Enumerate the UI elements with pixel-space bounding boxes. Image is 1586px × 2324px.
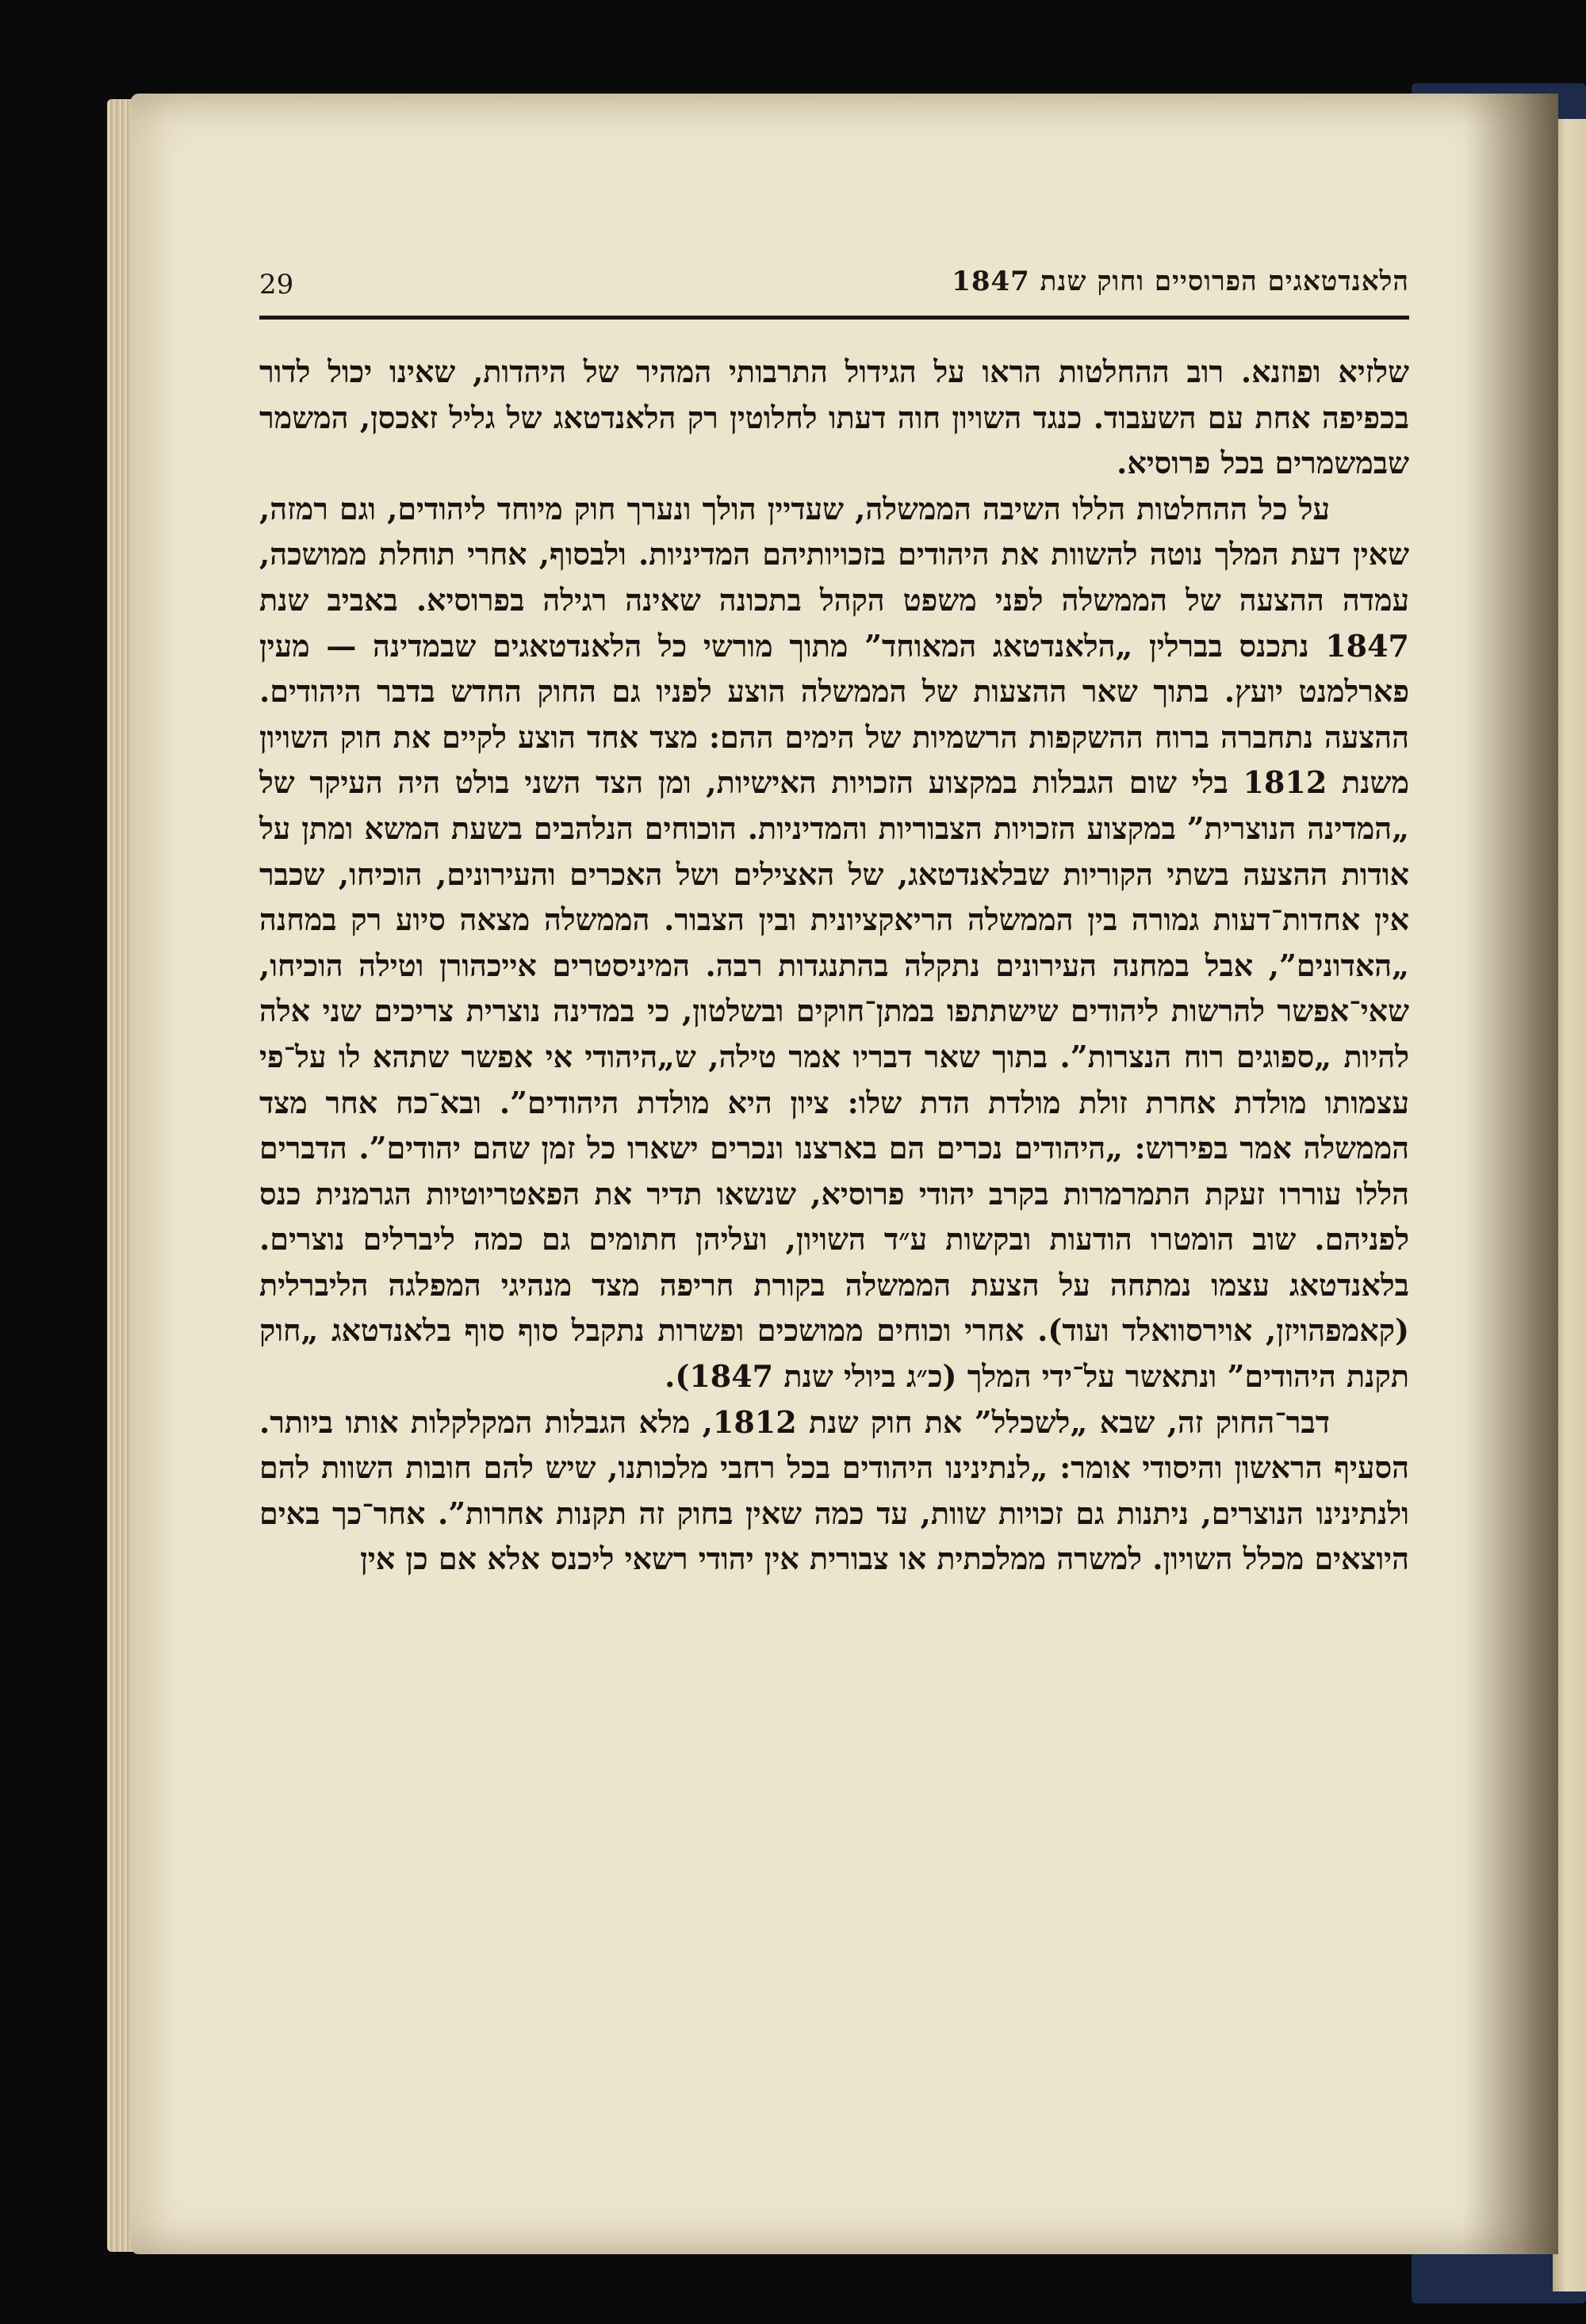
gutter-shadow [1463,94,1558,2254]
paragraph: דבר־החוק זה, שבא „לשכלל” את חוק שנת 1812, מלא הגבלות המקלקלות אותו ביותר. הסעיף הראשון והיסודי אומר: „לנתינינו היהודים בכל רחבי מלכותנו, שיש להם חובות השוות להם ולנתינינו הנוצרים, ניתנות גם זכויות שוות, עד כמה שאין בחוק זה תקנות אחרות”. אחר־כך באים היוצאים מכלל השויון. למשרה ממלכתית או צבורית אין יהודי רשאי ליכנס אלא אם כן אין [259,1403,1409,1577]
header-rule [259,316,1409,320]
body-text [259,349,1409,1582]
page-number: 29 [259,269,294,301]
page-header [259,266,1409,313]
running-title: הלאנדטאגים הפרוסיים וחוק שנת 1847 [952,266,1409,297]
paragraph: על כל ההחלטות הללו השיבה הממשלה, שעדיין הולך ונערך חוק מיוחד ליהודים, וגם רמזה, שאין דעת המלך נוטה להשוות את היהודים בזכויותיהם המדיניות. ולבסוף, אחרי תוחלת ממושכה, עמדה ההצעה של הממשלה לפני משפט הקהל בתכונה שאינה רגילה בפרוסיא. באביב שנת 1847 נתכנס בברלין „הלאנדטאג המאוחד” מתוך מורשי כל הלאנדטאגים שבמדינה — מעין פארלמנט יועץ. בתוך שאר ההצעות של הממשלה הוצע לפניו גם החוק החדש בדבר היהודים. ההצעה נתחברה ברוח ההשקפות הרשמיות של הימים ההם: מצד אחד הוצע לקיים את חוק השויון משנת 1812 בלי שום הגבלות במקצוע הזכויות האישיות, ומן הצד השני בולט היה העיקר של „המדינה הנוצרית” במקצוע הזכויות הצבוריות והמדיניות. הוכוחים הנלהבים בשעת המשא ומתן על אודות ההצעה בשתי הקוריות שבלאנדטאג, של האצילים ושל האכרים והעירונים, הוכיחו, שכבר אין אחדות־דעות גמורה בין הממשלה הריאקציונית ובין הצבור. הממשלה מצאה סיוע רק במחנה „האדונים”, אבל במחנה העירונים נתקלה בהתנגדות רבה. המיניסטרים אייכהורן וטילה הוכיחו, שאי־אפשר להרשות ליהודים שישתתפו במתן־חוקים ובשלטון, כי במדינה נוצרית צריכים שני אלה להיות „ספוגים רוח הנצרות”. בתוך שאר דבריו אמר טילה, ש„היהודי אי אפשר שתהא לו על־פי עצמותו מולדת אחרת זולת מולדת הדת שלו: ציון היא מולדת היהודים”. ובא־כח אחר מצד הממשלה אמר בפירוש: „היהודים נכרים הם בארצנו ונכרים ישארו כל זמן שהם יהודים”. הדברים הללו עוררו זעקת התמרמרות בקרב יהודי פרוסיא, שנשאו תדיר את הפאטריוטיות הגרמנית כנס לפניהם. שוב הומטרו הודעות ובקשות ע״ד השויון, ועליהן חתומים גם כמה ליברלים נוצרים. בלאנדטאג עצמו נמתחה על הצעת הממשלה בקורת חריפה מצד מנהיגי המפלגה הליברלית (קאמפהויזן, אוירסוואלד ועוד). אחרי וכוחים ממושכים ופשרות נתקבל סוף סוף בלאנדטאג „חוק תקנת היהודים” ונתאשר על־ידי המלך (כ״ג ביולי שנת 1847). [259,490,1410,1395]
paragraph: שלזיא ופוזנא. רוב ההחלטות הראו על הגידול התרבותי המהיר של היהדות, שאינו יכול לדור בכפיפה אחת עם השעבוד. כנגד השויון חוה דעתו לחלוטין רק הלאנדטאג של גליל זאכסן, המשמר שבמשמרים בכל פרוסיא. [259,354,1409,481]
